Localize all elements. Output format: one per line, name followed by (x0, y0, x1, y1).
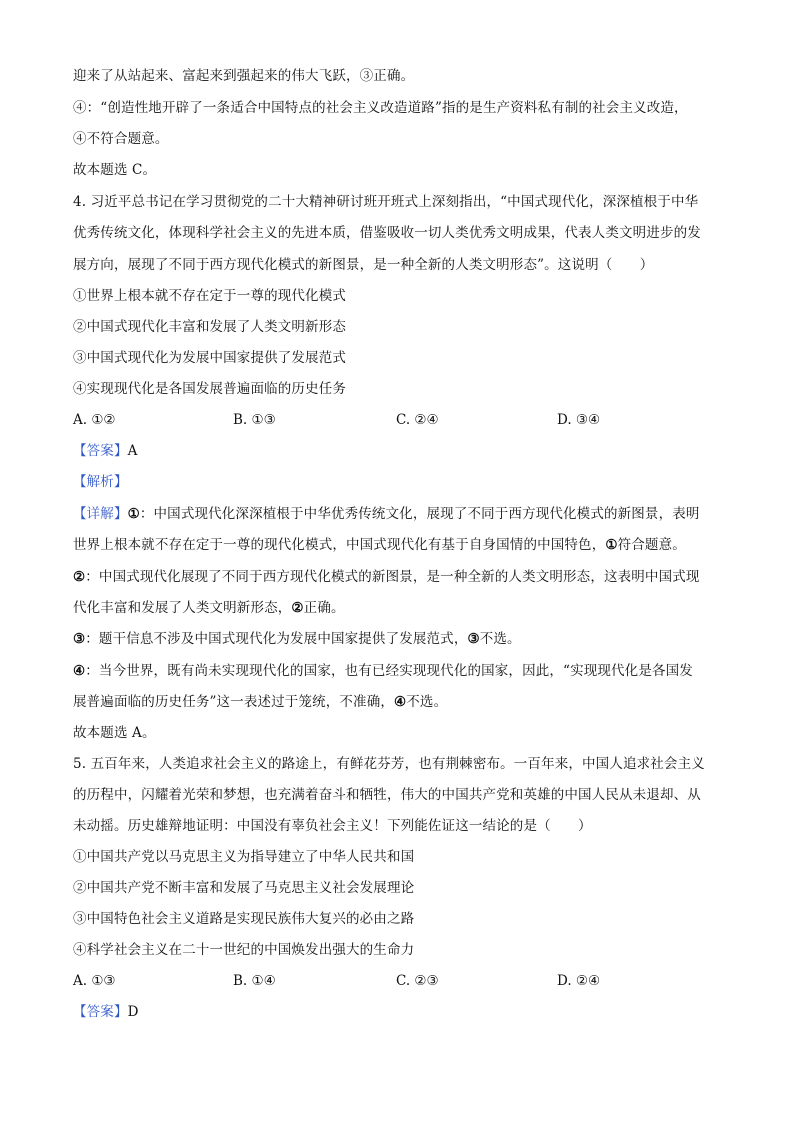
detail-marker: ③ (73, 631, 86, 647)
detail-marker: ① (127, 506, 140, 522)
detail-marker: ④ (73, 663, 86, 679)
q4-item-3: ③中国式现代化为发展中国家提供了发展范式 (73, 350, 346, 366)
detail-text: 不选。 (479, 631, 521, 647)
q4-detail-line-3 (73, 567, 733, 587)
q5-item-2: ②中国共产党不断丰富和发展了马克思主义社会发展理论 (73, 880, 415, 896)
detail-text: 代化丰富和发展了人类文明新形态， (73, 600, 292, 616)
q4-analysis-line (73, 472, 733, 492)
answer-value: A (127, 443, 138, 459)
prev-line-1: 迎来了从站起来、富起来到强起来的伟大飞跃，③正确。 (73, 68, 415, 84)
q4-stem-line-1: 4. 习近平总书记在学习贯彻党的二十大精神研讨班开班式上深刻指出，“中国式现代化，深深植根于中华 (73, 194, 699, 210)
q5-item-4: ④科学社会主义在二十一世纪的中国焕发出强大的生命力 (73, 942, 415, 958)
q4-conclusion: 故本题选 A。 (73, 725, 156, 741)
detail-text: 正确。 (303, 600, 345, 616)
detail-text: 符合题意。 (617, 537, 686, 553)
detail-marker: ① (605, 537, 618, 553)
q4-answer-line (73, 441, 733, 461)
detail-text: ：中国式现代化展现了不同于西方现代化模式的新图景，是一种全新的人类文明形态，这表明中国式现 (85, 569, 700, 585)
q4-option-d: D. ③④ (557, 412, 601, 428)
q5-item-3: ③中国特色社会主义道路是实现民族伟大复兴的必由之路 (73, 911, 415, 927)
q4-option-b: B. ①③ (233, 412, 276, 428)
q4-item-4: ④实现现代化是各国发展普遍面临的历史任务 (73, 381, 346, 397)
q4-detail-line-2 (73, 535, 733, 555)
q4-stem-line-3: 展方向，展现了不同于西方现代化模式的新图景，是一种全新的人类文明形态”。这说明（ ） (73, 257, 654, 273)
prev-line-2: ④：“创造性地开辟了一条适合中国特点的社会主义改造道路”指的是生产资料私有制的社会主义改造， (73, 100, 688, 116)
q5-stem-line-2: 的历程中，闪耀着光荣和梦想，也充满着奋斗和牺牲，伟大的中国共产党和英雄的中国人民从未退却、从 (73, 787, 701, 803)
detail-text: 世界上根本就不存在定于一尊的现代化模式，中国式现代化有基于自身国情的中国特色， (73, 537, 606, 553)
detail-text: ：中国式现代化深深植根于中华优秀传统文化，展现了不同于西方现代化模式的新图景，表明 (139, 506, 700, 522)
q5-stem-line-1: 5. 五百年来，人类追求社会主义的路途上，有鲜花芬芳，也有荆棘密布。一百年来，中国人追求社会主义 (73, 756, 705, 772)
detail-marker: ② (291, 600, 304, 616)
detail-marker: ③ (467, 631, 480, 647)
q5-item-1: ①中国共产党以马克思主义为指导建立了中华人民共和国 (73, 849, 415, 865)
q4-option-a: A. ①② (73, 412, 116, 428)
detail-tag: 【详解】 (73, 506, 128, 522)
q5-option-a: A. ①③ (73, 973, 116, 989)
q4-item-1: ①世界上根本就不存在定于一尊的现代化模式 (73, 288, 346, 304)
answer-tag: 【答案】 (73, 443, 128, 459)
q5-option-b: B. ①④ (233, 973, 276, 989)
q5-stem-line-3: 未动摇。历史雄辩地证明：中国没有辜负社会主义！下列能佐证这一结论的是（ ） (73, 818, 592, 834)
q4-option-c: C. ②④ (396, 412, 439, 428)
detail-text: ：当今世界，既有尚未实现现代化的国家，也有已经实现现代化的国家，因此，“实现现代化是各国发 (85, 663, 693, 679)
q4-item-2: ②中国式现代化丰富和发展了人类文明新形态 (73, 319, 346, 335)
detail-marker: ④ (394, 694, 407, 710)
analysis-tag: 【解析】 (73, 474, 128, 490)
q4-detail-line-4 (73, 598, 733, 618)
prev-line-3: ④不符合题意。 (73, 131, 169, 147)
detail-text: 展普遍面临的历史任务”这一表述过于笼统，不准确， (73, 694, 395, 710)
q5-answer-line (73, 1002, 733, 1022)
detail-text: ：题干信息不涉及中国式现代化为发展中国家提供了发展范式， (85, 631, 468, 647)
prev-conclusion: 故本题选 C。 (73, 162, 157, 178)
q5-option-d: D. ②④ (557, 973, 601, 989)
answer-value: D (127, 1004, 139, 1020)
detail-text: 不选。 (406, 694, 448, 710)
answer-tag: 【答案】 (73, 1004, 128, 1020)
q4-detail-line-7 (73, 692, 733, 712)
detail-marker: ② (73, 569, 86, 585)
q5-option-c: C. ②③ (396, 973, 439, 989)
q4-detail-line-5 (73, 629, 733, 649)
q4-detail-line-1 (73, 504, 733, 524)
q4-stem-line-2: 优秀传统文化，体现科学社会主义的先进本质，借鉴吸收一切人类优秀文明成果，代表人类文明进步的发 (73, 225, 701, 241)
q4-detail-line-6 (73, 661, 733, 681)
